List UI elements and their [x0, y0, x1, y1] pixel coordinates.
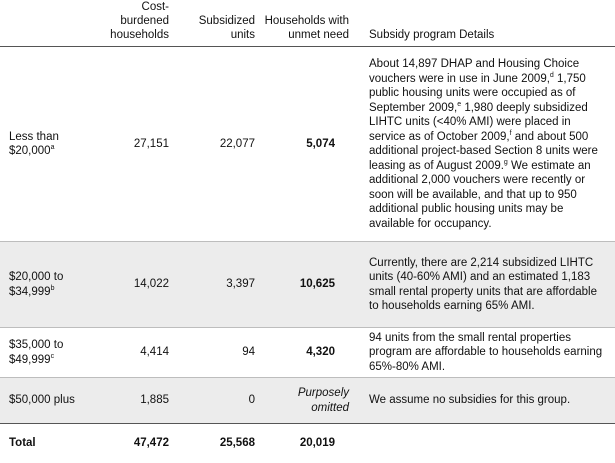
table-row: [0, 328, 615, 378]
total-unmet-need: 20,019: [259, 424, 357, 462]
unmet-need-value: 10,625: [259, 242, 357, 328]
income-bracket: $35,000 to $49,999$^c$: [0, 328, 93, 378]
subsidized-value: 22,077: [173, 47, 259, 242]
cost-burdened-value: 4,414: [93, 328, 173, 378]
cost-burdened-value: 27,151: [93, 47, 173, 242]
program-details: About 14,897 DHAP and Housing Choice vouchers were in use in June 2009,$^d$ 1,750 public housing units were occupied as of September 2009,$^e$ 1,980 deeply subsidized LIHTC units (<40% AMI) were placed in service as of October 2009,$^f$ and about 500 additional project-based Section 8 units were leasing as of August 2009.$^g$ We estimate an additional 2,000 vouchers were recently or soon will be available, and that up to 950 additional public housing units may be available for occupancy.: [357, 47, 615, 242]
header-unmet-need: Households with unmet need: [259, 0, 357, 47]
header-cost-burdened: Cost-burdened households: [93, 0, 173, 47]
program-details: 94 units from the small rental properties program are affordable to households earning 65%-80% AMI.: [357, 328, 615, 378]
header-details: Subsidy program Details: [357, 0, 615, 47]
income-bracket: Less than $20,000$^a$: [0, 47, 93, 242]
subsidized-value: 3,397: [173, 242, 259, 328]
cost-burdened-value: 1,885: [93, 378, 173, 424]
total-details-empty: [357, 424, 615, 462]
header-subsidized: Subsidized units: [173, 0, 259, 47]
subsidized-value: 0: [173, 378, 259, 424]
table-row: [0, 378, 615, 424]
program-details: Currently, there are 2,214 subsidized LIHTC units (40-60% AMI) and an estimated 1,183 small rental property units that are affordable to households earning 65% AMI.: [357, 242, 615, 328]
total-label: Total: [0, 424, 93, 462]
header-income: [0, 0, 93, 47]
table-row: [0, 242, 615, 328]
unmet-need-value: Purposely omitted: [259, 378, 357, 424]
total-subsidized: 25,568: [173, 424, 259, 462]
cost-burdened-value: 14,022: [93, 242, 173, 328]
unmet-need-value: 4,320: [259, 328, 357, 378]
subsidized-value: 94: [173, 328, 259, 378]
total-row: [0, 424, 615, 462]
income-bracket: $50,000 plus: [0, 378, 93, 424]
program-details: We assume no subsidies for this group.: [357, 378, 615, 424]
table-row: [0, 47, 615, 242]
income-bracket: $20,000 to $34,999$^b$: [0, 242, 93, 328]
unmet-need-value: 5,074: [259, 47, 357, 242]
total-cost-burdened: 47,472: [93, 424, 173, 462]
